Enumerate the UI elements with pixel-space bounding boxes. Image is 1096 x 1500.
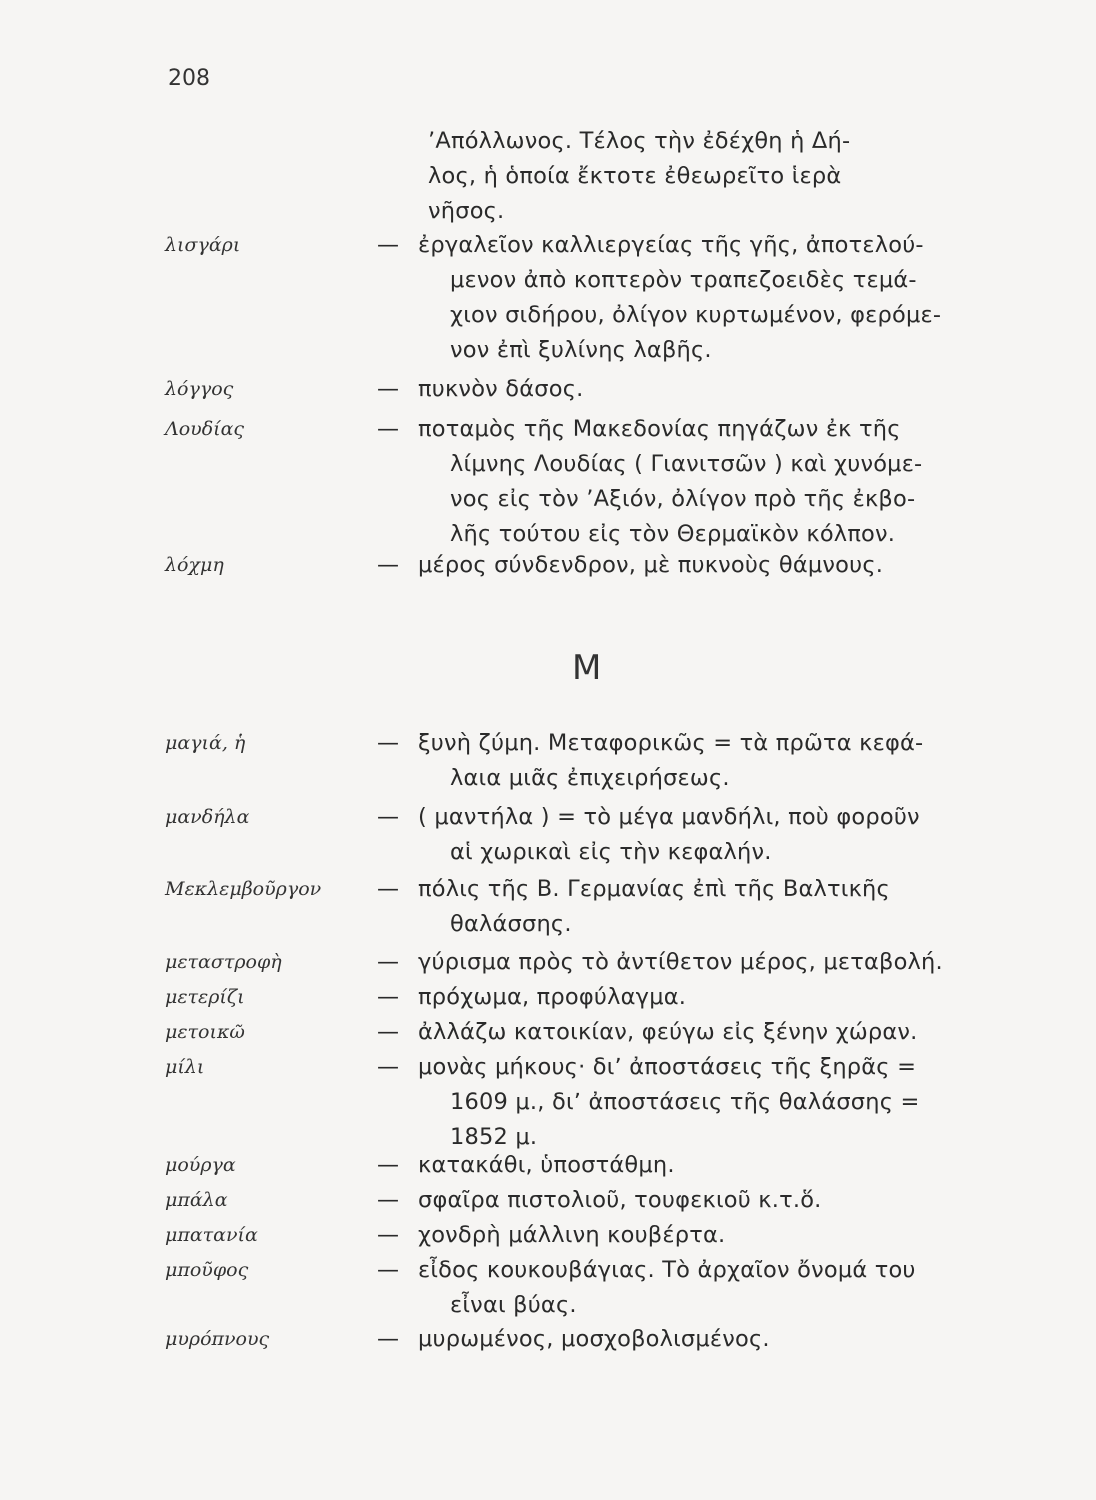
glossary-entry bbox=[0, 548, 1096, 583]
entry-dash: — bbox=[377, 1055, 399, 1080]
definition-line: νος εἰς τὸν ’Αξιόν, ὀλίγον πρὸ τῆς ἐκβο- bbox=[450, 486, 916, 512]
definition-line: μενον ἀπὸ κοπτερὸν τραπεζοειδὲς τεμά- bbox=[450, 267, 917, 293]
glossary-entry bbox=[0, 412, 1096, 552]
entry-term: μποῦφος bbox=[165, 1259, 249, 1281]
glossary-entry bbox=[0, 228, 1096, 368]
entry-definition bbox=[418, 945, 1018, 980]
entry-definition bbox=[418, 228, 1018, 368]
definition-line: σφαῖρα πιστολιοῦ, τουφεκιοῦ κ.τ.ὅ. bbox=[418, 1187, 822, 1213]
entry-term: μανδήλα bbox=[165, 806, 250, 828]
entry-dash: — bbox=[377, 1223, 399, 1248]
entry-term: μετοικῶ bbox=[165, 1021, 245, 1043]
entry-definition bbox=[418, 1253, 1018, 1323]
definition-line: πόλις τῆς Β. Γερμανίας ἐπὶ τῆς Βαλτικῆς bbox=[418, 876, 890, 902]
glossary-entry bbox=[0, 1183, 1096, 1218]
definition-line: λαια μιᾶς ἐπιχειρήσεως. bbox=[450, 765, 730, 791]
definition-line: εἶναι βύας. bbox=[450, 1292, 577, 1318]
continuation-line: λος, ἡ ὁποία ἔκτοτε ἐθεωρεῖτο ἱερὰ bbox=[428, 163, 842, 189]
definition-line: ποταμὸς τῆς Μακεδονίας πηγάζων ἐκ τῆς bbox=[418, 416, 901, 442]
entry-definition bbox=[418, 980, 1018, 1015]
entry-definition bbox=[418, 1148, 1018, 1183]
continuation-line: ’Απόλλωνος. Τέλος τὴν ἐδέχθη ἡ Δή- bbox=[428, 128, 851, 154]
entry-definition bbox=[418, 372, 1018, 407]
entry-term: λόγγος bbox=[165, 378, 234, 400]
entry-definition bbox=[418, 1218, 1018, 1253]
entry-term: μούργα bbox=[165, 1154, 236, 1176]
definition-line: μονὰς μήκους· διʼ ἀποστάσεις τῆς ξηρᾶς = bbox=[418, 1054, 917, 1080]
entry-dash: — bbox=[377, 233, 399, 258]
entry-dash: — bbox=[377, 985, 399, 1010]
continuation-text bbox=[428, 124, 1028, 229]
definition-line: μυρωμένος, μοσχοβολισμένος. bbox=[418, 1326, 770, 1352]
entry-definition bbox=[418, 412, 1018, 552]
entry-dash: — bbox=[377, 950, 399, 975]
entry-dash: — bbox=[377, 805, 399, 830]
glossary-entry bbox=[0, 372, 1096, 407]
entry-term: μετερίζι bbox=[165, 986, 245, 1008]
glossary-entry bbox=[0, 1050, 1096, 1155]
entry-dash: — bbox=[377, 731, 399, 756]
entry-term: μπατανία bbox=[165, 1224, 258, 1246]
glossary-entry bbox=[0, 980, 1096, 1015]
entry-dash: — bbox=[377, 1153, 399, 1178]
glossary-entry bbox=[0, 800, 1096, 870]
glossary-entry bbox=[0, 1253, 1096, 1323]
definition-line: αἱ χωρικαὶ εἰς τὴν κεφαλήν. bbox=[450, 839, 772, 865]
definition-line: ἀλλάζω κατοικίαν, φεύγω εἰς ξένην χώραν. bbox=[418, 1019, 918, 1045]
entry-term: λισγάρι bbox=[165, 234, 241, 256]
entry-term: λόχμη bbox=[165, 554, 224, 576]
entry-definition bbox=[418, 800, 1018, 870]
definition-line: 1852 μ. bbox=[450, 1124, 538, 1150]
entry-term: μίλι bbox=[165, 1056, 205, 1078]
entry-definition bbox=[418, 1050, 1018, 1155]
definition-line: εἶδος κουκουβάγιας. Τὸ ἀρχαῖον ὄνομά του bbox=[418, 1257, 916, 1283]
glossary-entry bbox=[0, 872, 1096, 942]
entry-dash: — bbox=[377, 553, 399, 578]
definition-line: πρόχωμα, προφύλαγμα. bbox=[418, 984, 687, 1010]
entry-term: μπάλα bbox=[165, 1189, 228, 1211]
entry-definition bbox=[418, 872, 1018, 942]
entry-term: μυρόπνους bbox=[165, 1328, 270, 1350]
entry-definition bbox=[418, 726, 1018, 796]
definition-line: πυκνὸν δάσος. bbox=[418, 376, 584, 402]
glossary-entry bbox=[0, 726, 1096, 796]
entry-term: Μεκλεμβοῦργον bbox=[165, 878, 322, 900]
entry-definition bbox=[418, 1015, 1018, 1050]
entry-definition bbox=[418, 1322, 1018, 1357]
entry-dash: — bbox=[377, 1258, 399, 1283]
glossary-entry bbox=[0, 1218, 1096, 1253]
definition-line: λῆς τούτου εἰς τὸν Θερμαϊκὸν κόλπον. bbox=[450, 521, 896, 547]
entry-definition bbox=[418, 1183, 1018, 1218]
entry-dash: — bbox=[377, 877, 399, 902]
definition-line: μέρος σύνδενδρον, μὲ πυκνοὺς θάμνους. bbox=[418, 552, 884, 578]
definition-line: γύρισμα πρὸς τὸ ἀντίθετον μέρος, μεταβολή. bbox=[418, 949, 943, 975]
glossary-entry bbox=[0, 1322, 1096, 1357]
definition-line: θαλάσσης. bbox=[450, 911, 572, 937]
definition-line: ( μαντήλα ) = τὸ μέγα μανδήλι, ποὺ φοροῦν bbox=[418, 804, 920, 830]
glossary-entry bbox=[0, 1148, 1096, 1183]
definition-line: χονδρὴ μάλλινη κουβέρτα. bbox=[418, 1222, 726, 1248]
page-number: 208 bbox=[168, 66, 210, 91]
definition-line: ξυνὴ ζύμη. Μεταφορικῶς = τὰ πρῶτα κεφά- bbox=[418, 730, 924, 756]
definition-line: 1609 μ., διʼ ἀποστάσεις τῆς θαλάσσης = bbox=[450, 1089, 920, 1115]
definition-line: νον ἐπὶ ξυλίνης λαβῆς. bbox=[450, 337, 712, 363]
entry-dash: — bbox=[377, 417, 399, 442]
definition-line: χιον σιδήρου, ὀλίγον κυρτωμένον, φερόμε- bbox=[450, 302, 942, 328]
entry-dash: — bbox=[377, 1327, 399, 1352]
entry-term: μεταστροφὴ bbox=[165, 951, 282, 973]
entry-dash: — bbox=[377, 1020, 399, 1045]
glossary-entry bbox=[0, 945, 1096, 980]
definition-line: κατακάθι, ὑποστάθμη. bbox=[418, 1152, 675, 1178]
entry-term: μαγιά, ἡ bbox=[165, 732, 246, 754]
definition-line: λίμνης Λουδίας ( Γιανιτσῶν ) καὶ χυνόμε- bbox=[450, 451, 923, 477]
glossary-entry bbox=[0, 1015, 1096, 1050]
entry-dash: — bbox=[377, 377, 399, 402]
entry-term: Λουδίας bbox=[165, 418, 245, 440]
entry-definition bbox=[418, 548, 1018, 583]
entry-dash: — bbox=[377, 1188, 399, 1213]
section-heading-m: Μ bbox=[572, 648, 602, 688]
definition-line: ἐργαλεῖον καλλιεργείας τῆς γῆς, ἀποτελού- bbox=[418, 232, 924, 258]
continuation-line: νῆσος. bbox=[428, 198, 505, 224]
